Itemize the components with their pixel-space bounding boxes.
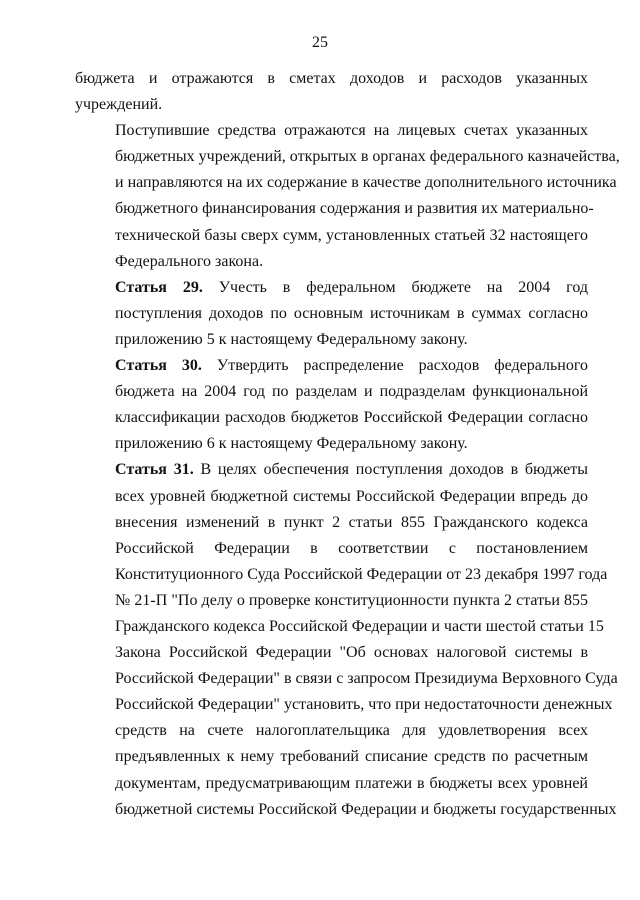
- article-text: Утвердить распределение расходов федерального: [216, 357, 589, 375]
- text-line: Российской Федерации" в связи с запросом Президиума Верховного Суда: [115, 670, 618, 688]
- text-line: технической базы сверх сумм, установленных статьей 32 настоящего: [115, 226, 588, 244]
- text-line: Конституционного Суда Российской Федерации от 23 декабря 1997 года: [115, 565, 608, 583]
- text-line: Поступившие средства отражаются на лицевых счетах указанных: [115, 122, 588, 140]
- text-line: всех уровней бюджетной системы Российской Федерации впредь до: [115, 487, 588, 505]
- page-number: 25: [312, 34, 328, 51]
- article-text: Учесть в федеральном бюджете на 2004 год: [218, 278, 589, 296]
- text-line: № 21-П "По делу о проверке конституционности пункта 2 статьи 855: [115, 591, 588, 609]
- article-title: Статья 31.: [115, 461, 194, 479]
- text-line: бюджета на 2004 год по разделам и подразделам функциональной: [115, 383, 588, 401]
- text-line: внесения изменений в пункт 2 статьи 855 Гражданского кодекса: [115, 513, 588, 531]
- paragraph: [75, 118, 620, 275]
- text-line: Российской Федерации в соответствии с постановлением: [115, 539, 588, 557]
- text-line: Российской Федерации" установить, что при недостаточности денежных: [115, 696, 613, 714]
- article-30: [75, 353, 588, 457]
- text-line: учреждений.: [75, 96, 163, 114]
- text-line: бюджетных учреждений, открытых в органах федерального казначейства,: [115, 148, 620, 166]
- text-line: приложению 5 к настоящему Федеральному закону.: [115, 330, 468, 348]
- article-title: Статья 30.: [115, 357, 202, 375]
- text-line: [75, 353, 588, 379]
- text-line: Федерального закона.: [115, 252, 264, 270]
- text-line: бюджетной системы Российской Федерации и бюджеты государственных: [115, 800, 617, 818]
- article-31: [75, 457, 618, 822]
- text-line: предъявленных к нему требований списание средств по расчетным: [115, 748, 588, 766]
- text-line: поступления доходов по основным источникам в суммах согласно: [115, 304, 588, 322]
- text-line: и направляются на их содержание в качестве дополнительного источника: [115, 174, 617, 192]
- paragraph: [75, 66, 588, 118]
- text-line: классификации расходов бюджетов Российской Федерации согласно: [115, 409, 588, 427]
- text-line: Закона Российской Федерации "Об основах налоговой системы в: [115, 644, 588, 662]
- text-line: [75, 275, 588, 301]
- text-line: средств на счете налогоплательщика для удовлетворения всех: [115, 722, 588, 740]
- article-29: [75, 275, 588, 353]
- text-line: приложению 6 к настоящему Федеральному закону.: [115, 435, 468, 453]
- text-line: документам, предусматривающим платежи в бюджеты всех уровней: [115, 774, 588, 792]
- text-line: Гражданского кодекса Российской Федерации и части шестой статьи 15: [115, 617, 604, 635]
- text-line: бюджетного финансирования содержания и развития их материально-: [115, 200, 594, 218]
- text-line: [75, 457, 588, 483]
- article-title: Статья 29.: [115, 278, 203, 296]
- article-text: В целях обеспечения поступления доходов в бюджеты: [200, 461, 588, 479]
- text-line: бюджета и отражаются в сметах доходов и расходов указанных: [75, 70, 588, 87]
- document-body: [75, 66, 620, 823]
